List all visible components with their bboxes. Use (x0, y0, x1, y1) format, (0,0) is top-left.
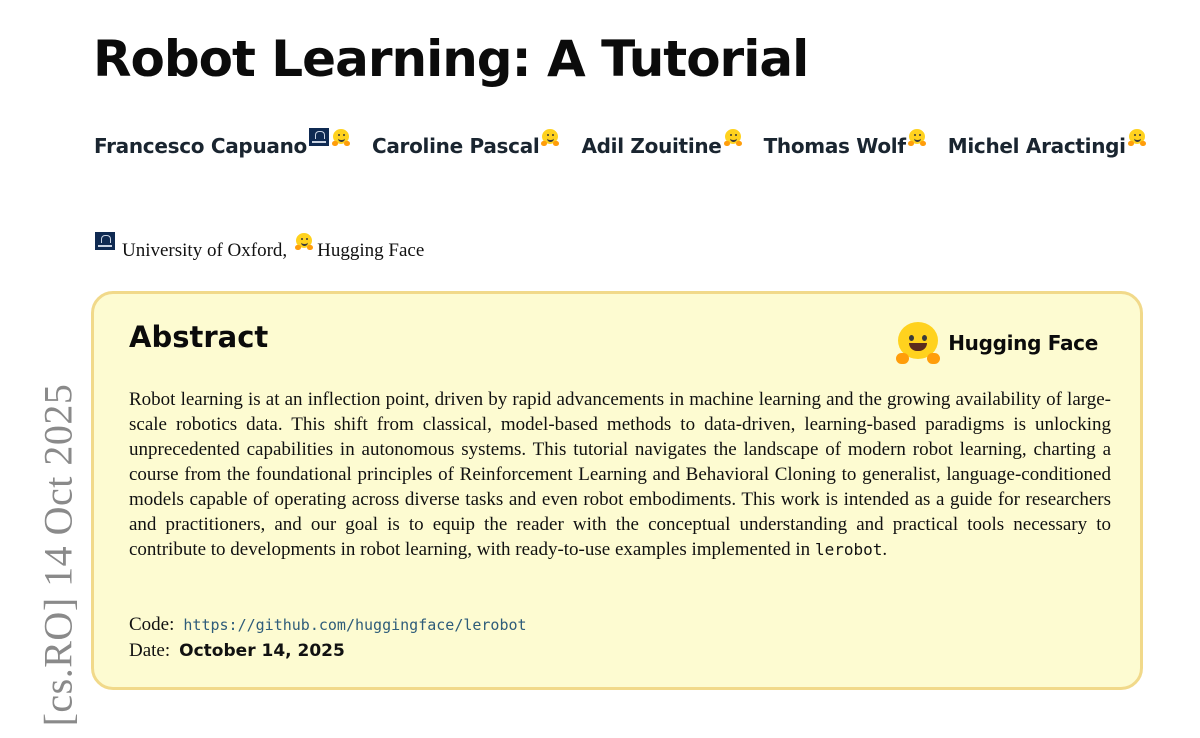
author-name: Thomas Wolf (763, 134, 906, 158)
hugging-face-icon (724, 128, 742, 146)
oxford-icon (95, 232, 115, 250)
abstract-body (129, 387, 1111, 562)
hugging-face-icon (295, 232, 313, 250)
author-name: Caroline Pascal (371, 134, 540, 158)
author-item (764, 128, 926, 158)
hugging-face-logo-icon (896, 322, 940, 364)
affiliation-label: Hugging Face (317, 240, 425, 261)
code-link[interactable]: https://github.com/huggingface/lerobot (183, 616, 527, 634)
affiliation-marks (541, 128, 559, 146)
affiliation-label: University of Oxford, (122, 240, 288, 261)
abstract-box (91, 291, 1143, 690)
affiliation-marks (908, 128, 926, 146)
affiliation-legend (95, 232, 432, 262)
hugging-face-icon (908, 128, 926, 146)
affiliation-item (295, 232, 424, 262)
date-row (129, 638, 527, 664)
date-label: Date: (129, 640, 171, 661)
abstract-body-text: Robot learning is at an inflection point, driven by rapid advancements in machine learning and the growing availability of large-scale robotics data. This shift from classical, model-based methods to data-driven, learning-based paradigms is unlocking unprecedented capabilities in autonomous systems. This tutorial navigates the landscape of modern robot learning, charting a course from the foundational principles of Reinforcement Learning and Behavioral Cloning to generalist, language-conditioned models capable of operating across diverse tasks and even robot embodiments. This work is intended as a guide for researchers and practitioners, and our goal is to equip the reader with the conceptual understanding and practical tools necessary to contribute to developments in robot learning, with ready-to-use examples implemented in (129, 389, 1111, 560)
oxford-icon (309, 128, 329, 146)
hugging-face-logo-text: Hugging Face (948, 331, 1098, 355)
affiliation-item (95, 232, 287, 262)
author-name: Adil Zouitine (581, 134, 722, 158)
author-item (94, 128, 350, 158)
arxiv-side-stamp: [cs.RO] 14 Oct 2025 (35, 383, 81, 727)
author-item (948, 128, 1146, 158)
author-name: Michel Aractingi (947, 134, 1126, 158)
abstract-code-name: lerobot (814, 540, 883, 559)
author-name: Francesco Capuano (94, 134, 307, 158)
date-value: October 14, 2025 (179, 641, 345, 661)
affiliation-marks (1128, 128, 1146, 146)
paper-title: Robot Learning: A Tutorial (93, 30, 809, 88)
affiliation-marks (309, 128, 350, 146)
code-row (129, 612, 527, 638)
hugging-face-icon (332, 128, 350, 146)
code-label: Code: (129, 614, 175, 635)
abstract-meta (129, 612, 527, 664)
hugging-face-icon (541, 128, 559, 146)
affiliation-marks (724, 128, 742, 146)
author-item (581, 128, 741, 158)
hugging-face-logo (896, 322, 1098, 364)
abstract-heading: Abstract (129, 320, 269, 354)
author-item (372, 128, 559, 158)
author-list (94, 128, 1168, 158)
abstract-body-end: . (882, 539, 888, 560)
hugging-face-icon (1128, 128, 1146, 146)
